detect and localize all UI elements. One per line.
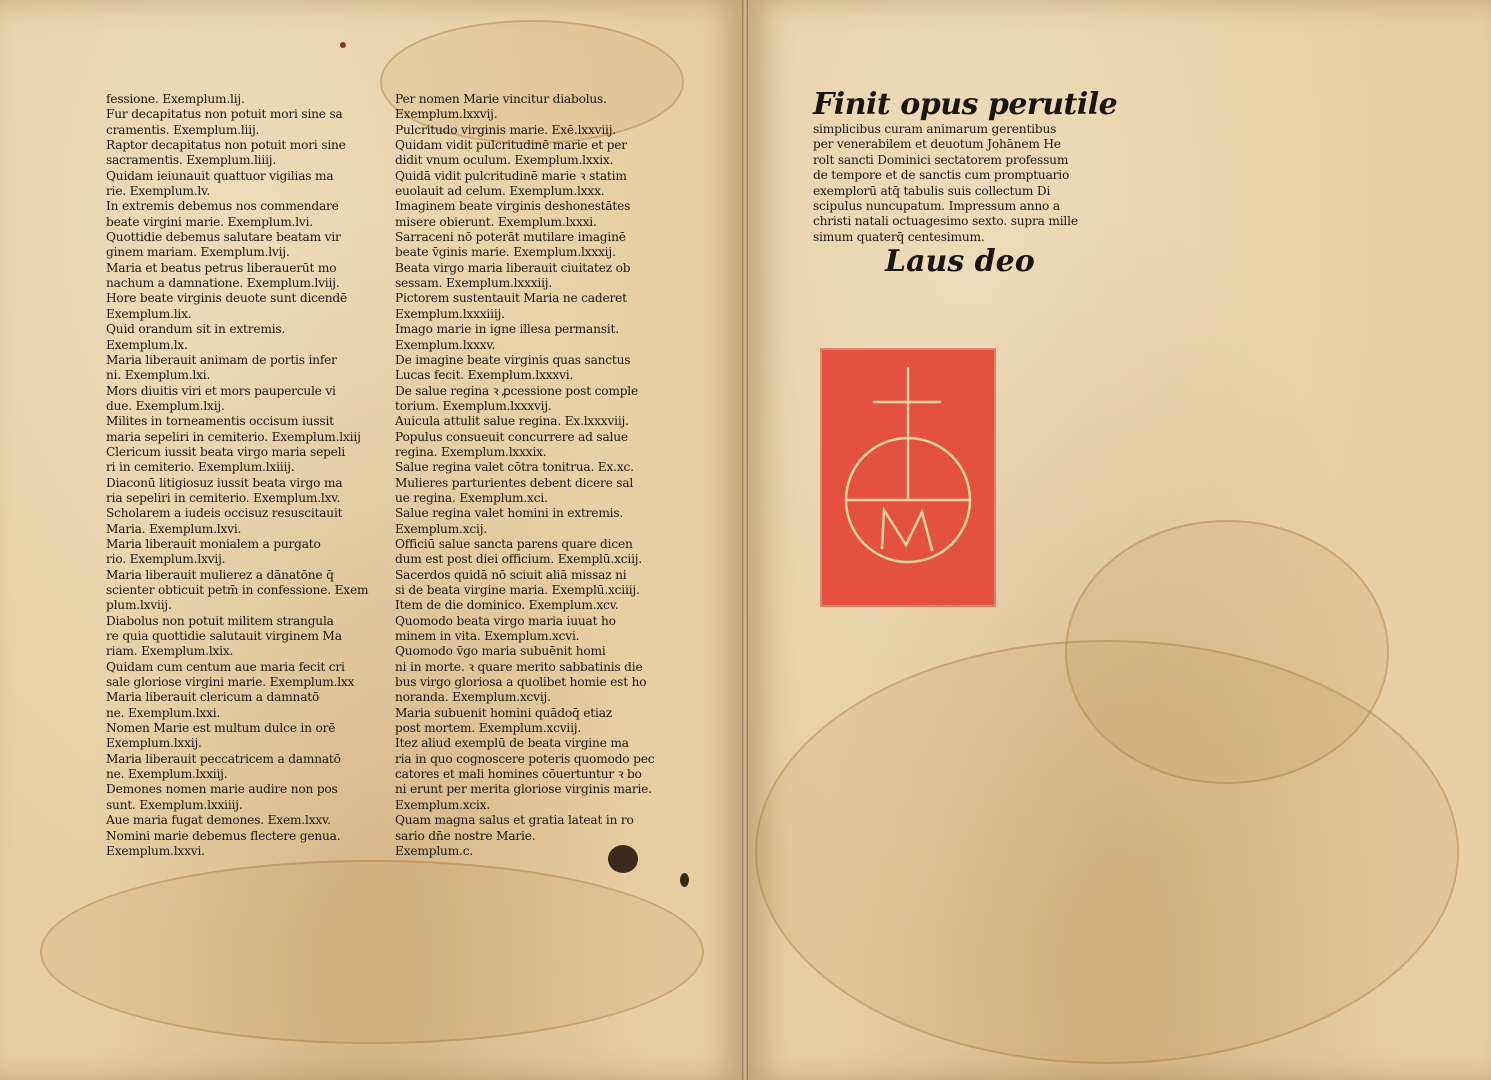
colophon-heading: Finit opus perutile bbox=[813, 87, 1118, 122]
text-line: Mulieres parturientes debent dicere sal bbox=[395, 475, 634, 490]
text-line: Scholarem a iudeis occisuz resuscitauit bbox=[106, 506, 343, 521]
colophon bbox=[813, 87, 1118, 245]
text-line: euolauit ad celum. Exemplum.lxxx. bbox=[395, 184, 605, 199]
text-line: Salue regina valet homini in extremis. bbox=[395, 506, 624, 521]
text-line: Quidam ieiunauit quattuor vigilias ma bbox=[106, 168, 334, 183]
text-line: Quid orandum sit in extremis. bbox=[106, 322, 286, 337]
text-line: post mortem. Exemplum.xcviij. bbox=[395, 721, 582, 736]
text-line: ginem mariam. Exemplum.lvij. bbox=[106, 245, 290, 260]
text-line: beate v̄ginis marie. Exemplum.lxxxij. bbox=[395, 245, 616, 260]
text-line: Nomen Marie est multum dulce in orē bbox=[106, 721, 336, 736]
text-line: rolt sancti Dominici sectatorem professum bbox=[813, 152, 1069, 167]
text-line: Per nomen Marie vincitur diabolus. bbox=[395, 92, 607, 106]
text-line: ni. Exemplum.lxi. bbox=[106, 368, 211, 383]
text-line: Exemplum.lxxxiiij. bbox=[395, 306, 505, 321]
text-line: Exemplum.lxxij. bbox=[106, 736, 202, 751]
text-line: dum est post diei officium. Exemplū.xciij. bbox=[395, 552, 643, 567]
text-line: christi natali octuagesimo sexto. supra mille bbox=[813, 214, 1078, 229]
text-line: Salue regina valet cōtra tonitrua. Ex.xc. bbox=[395, 460, 634, 475]
text-line: ria sepeliri in cemiterio. Exemplum.lxv. bbox=[106, 490, 341, 505]
text-line: ne. Exemplum.lxxiij. bbox=[106, 767, 228, 782]
text-line: Hore beate virginis deuote sunt dicendē bbox=[106, 291, 348, 306]
text-column-2 bbox=[395, 92, 667, 859]
orb-and-cross-icon bbox=[822, 350, 994, 605]
text-line: Imago marie in igne illesa permansit. bbox=[395, 322, 619, 337]
text-line: beate virgini marie. Exemplum.lvi. bbox=[106, 214, 313, 229]
text-line: Maria liberauit mulierez a dānatōne q̄ bbox=[106, 567, 334, 582]
text-line: Populus consueuit concurrere ad salue bbox=[395, 429, 628, 444]
text-line: de tempore et de sanctis cum promptuario bbox=[813, 168, 1070, 183]
text-line: Diaconū litigiosuz iussit beata virgo ma bbox=[106, 475, 343, 490]
text-line: Aue maria fugat demones. Exem.lxxv. bbox=[106, 813, 331, 828]
colophon-text bbox=[813, 122, 1083, 245]
text-line: Milites in torneamentis occisum iussit bbox=[106, 414, 334, 429]
text-line: Quidā vidit pulcritudinē marie ꝛ statim bbox=[395, 168, 627, 183]
text-line: simum quaterq̄ centesimum. bbox=[813, 229, 985, 244]
text-line: Maria liberauit clericum a damnatō bbox=[106, 690, 320, 705]
text-line: rie. Exemplum.lv. bbox=[106, 184, 211, 199]
text-line: re quia quottidie salutauit virginem Ma bbox=[106, 629, 342, 644]
text-line: Maria et beatus petrus liberauerūt mo bbox=[106, 260, 337, 275]
text-line: Sacerdos quidā nō sciuit aliā missaz ni bbox=[395, 567, 627, 582]
text-line: Item de die dominico. Exemplum.xcv. bbox=[395, 598, 619, 613]
text-line: Sarraceni nō poterāt mutilare imaginē bbox=[395, 230, 626, 245]
text-line: riam. Exemplum.lxix. bbox=[106, 644, 234, 659]
ink-blot bbox=[340, 42, 346, 48]
text-line: ni in morte. ꝛ quare merito sabbatinis die bbox=[395, 659, 643, 674]
text-line: noranda. Exemplum.xcvij. bbox=[395, 690, 551, 705]
text-line: per venerabilem et deuotum Johānem He bbox=[813, 137, 1061, 152]
text-line: De imagine beate virginis quas sanctus bbox=[395, 352, 631, 367]
text-line: Exemplum.lx. bbox=[106, 337, 188, 352]
text-line: Demones nomen marie audire non pos bbox=[106, 782, 338, 797]
text-line: misere obierunt. Exemplum.lxxxi. bbox=[395, 214, 597, 229]
text-line: Maria subuenit homini quādoq̄ etiaz bbox=[395, 705, 612, 720]
water-stain bbox=[1065, 520, 1389, 784]
text-line: sunt. Exemplum.lxxiiij. bbox=[106, 797, 243, 812]
text-line: fessione. Exemplum.lij. bbox=[106, 92, 245, 106]
text-line: Quottidie debemus salutare beatam vir bbox=[106, 230, 341, 245]
text-line: scienter obticuit petm̄ in confessione. Exem bbox=[106, 583, 369, 597]
text-column-1 bbox=[106, 92, 376, 859]
text-line: Exemplum.c. bbox=[395, 843, 474, 858]
text-line: In extremis debemus nos commendare bbox=[106, 199, 339, 214]
ink-blot bbox=[680, 873, 689, 887]
text-line: Quomodo v̄go maria subuēnit homi bbox=[395, 644, 606, 659]
text-line: Auicula attulit salue regina. Ex.lxxxviij. bbox=[395, 414, 629, 429]
text-line: torium. Exemplum.lxxxvij. bbox=[395, 398, 552, 413]
text-line: maria sepeliri in cemiterio. Exemplum.lxiij bbox=[106, 429, 361, 444]
text-line: sale gloriose virgini marie. Exemplum.lxx bbox=[106, 675, 355, 690]
text-line: Quam magna salus et gratia lateat in ro bbox=[395, 813, 634, 828]
printers-mark bbox=[822, 350, 994, 605]
text-line: De salue regina ꝛ ꝓcessione post comple bbox=[395, 383, 639, 398]
text-line: Raptor decapitatus non potuit mori sine bbox=[106, 138, 346, 153]
text-line: due. Exemplum.lxij. bbox=[106, 398, 225, 413]
text-line: Pictorem sustentauit Maria ne caderet bbox=[395, 291, 627, 306]
text-line: regina. Exemplum.lxxxix. bbox=[395, 444, 547, 459]
text-line: rio. Exemplum.lxvij. bbox=[106, 552, 226, 567]
text-line: ria in quo cognoscere poteris quomodo pec bbox=[395, 751, 655, 766]
text-line: bus virgo gloriosa a quolibet homie est ho bbox=[395, 675, 647, 690]
text-line: Diabolus non potuit militem strangula bbox=[106, 613, 334, 628]
water-stain bbox=[40, 860, 704, 1044]
text-line: Mors diuitis viri et mors paupercule vi bbox=[106, 383, 336, 398]
text-line: minem in vita. Exemplum.xcvi. bbox=[395, 629, 580, 644]
text-line: Quidam vidit pulcritudinē marie et per bbox=[395, 138, 627, 153]
text-line: didit vnum oculum. Exemplum.lxxix. bbox=[395, 153, 614, 168]
text-line: Exemplum.lxxxv. bbox=[395, 337, 496, 352]
text-line: ri in cemiterio. Exemplum.lxiiij. bbox=[106, 460, 295, 475]
text-line: Exemplum.xcij. bbox=[395, 521, 487, 536]
text-line: Beata virgo maria liberauit ciuitatez ob bbox=[395, 260, 631, 275]
text-line: Exemplum.lxxvi. bbox=[106, 843, 205, 858]
text-line: Maria. Exemplum.lxvi. bbox=[106, 521, 242, 536]
text-line: Maria liberauit peccatricem a damnatō bbox=[106, 751, 341, 766]
text-line: Maria liberauit monialem a purgato bbox=[106, 536, 321, 551]
m-monogram bbox=[882, 510, 932, 550]
text-line: sario dn̄e nostre Marie. bbox=[395, 828, 536, 843]
text-line: cramentis. Exemplum.liij. bbox=[106, 122, 260, 137]
text-line: Maria liberauit animam de portis infer bbox=[106, 352, 337, 367]
text-line: sessam. Exemplum.lxxxiij. bbox=[395, 276, 553, 291]
text-line: Quidam cum centum aue maria fecit cri bbox=[106, 659, 345, 674]
text-line: ne. Exemplum.lxxi. bbox=[106, 705, 221, 720]
text-line: Imaginem beate virginis deshonestātes bbox=[395, 199, 631, 214]
text-line: nachum a damnatione. Exemplum.lviij. bbox=[106, 276, 340, 291]
text-line: si de beata virgine maria. Exemplū.xciiij. bbox=[395, 583, 640, 597]
text-line: Quomodo beata virgo maria iuuat ho bbox=[395, 613, 616, 628]
text-line: scipulus nuncupatum. Impressum anno a bbox=[813, 199, 1060, 214]
text-line: Officiū salue sancta parens quare dicen bbox=[395, 536, 633, 551]
text-line: Itez aliud exemplū de beata virgine ma bbox=[395, 736, 629, 751]
text-line: exemplorū atq̄ tabulis suis collectum Di bbox=[813, 183, 1051, 198]
book-gutter bbox=[742, 0, 748, 1080]
text-line: ue regina. Exemplum.xci. bbox=[395, 490, 548, 505]
text-line: Clericum iussit beata virgo maria sepeli bbox=[106, 444, 346, 459]
text-line: Fur decapitatus non potuit mori sine sa bbox=[106, 107, 343, 122]
text-line: plum.lxviij. bbox=[106, 598, 172, 613]
text-line: sacramentis. Exemplum.liiij. bbox=[106, 153, 277, 168]
text-line: ni erunt per merita gloriose virginis marie. bbox=[395, 782, 652, 797]
text-line: catores et mali homines cōuertuntur ꝛ bo bbox=[395, 767, 642, 782]
text-line: Exemplum.xcix. bbox=[395, 797, 491, 812]
text-line: Pulcritudo virginis marie. Exē.lxxviij. bbox=[395, 122, 616, 137]
laus-deo: Laus deo bbox=[885, 244, 1035, 279]
text-line: Exemplum.lix. bbox=[106, 306, 192, 321]
text-line: Nomini marie debemus flectere genua. bbox=[106, 828, 341, 843]
text-line: simplicibus curam animarum gerentibus bbox=[813, 122, 1057, 136]
text-line: Exemplum.lxxvij. bbox=[395, 107, 498, 122]
text-line: Lucas fecit. Exemplum.lxxxvi. bbox=[395, 368, 574, 383]
